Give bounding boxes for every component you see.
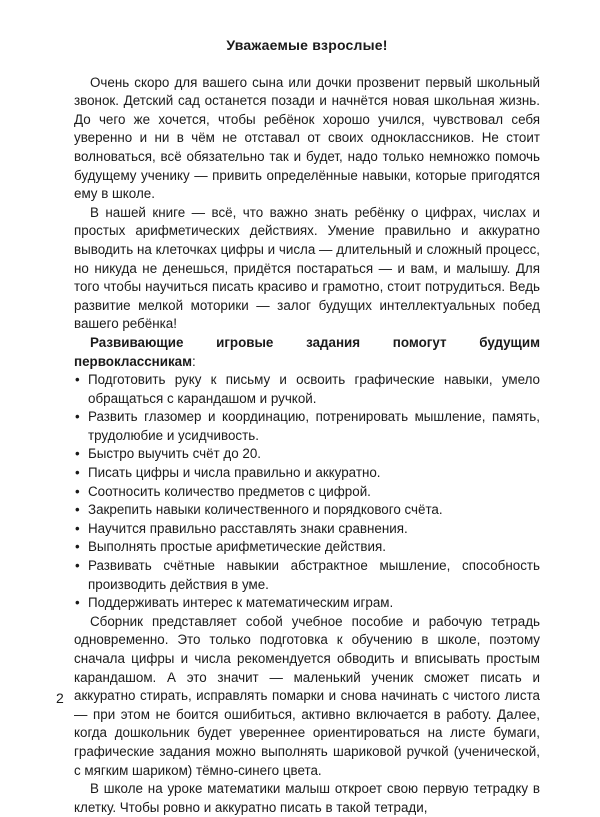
outro-paragraph: В школе на уроке математики малыш откроет свою первую тетрадку в клетку. Чтобы ровно и аккуратно писать в такой тетради, [74, 781, 540, 815]
bullets-lead [74, 334, 540, 371]
list-item-text: Развивать счётные навыкии абстрактное мышление, способность производить действия в уме. [88, 558, 540, 592]
list-item-text: Научится правильно расставлять знаки сравнения. [88, 520, 408, 536]
list-item [74, 408, 540, 445]
list-item-text: Писать цифры и числа правильно и аккуратно. [88, 465, 381, 481]
list-item [74, 464, 540, 483]
list-item-text: Подготовить руку к письму и освоить графические навыки, умело обращаться с карандашом и ручкой. [88, 372, 540, 406]
outro-paragraph: Сборник представляет собой учебное пособие и рабочую тетрадь одновременно. Это только подготовка к обучению в школе, поэтому сначала цифры и числа рекомендуется обводить и вписывать простым карандашом. А это значит — маленький ученик сможет писать и аккуратно стирать, исправлять помарки и снова начинать с чистого листа — при этом не боится ошибиться, активно включается в работу. Далее, когда дошкольник будет увереннее ориентироваться на листе бумаги, графические задания можно выполнять шариковой ручкой (ученической, с мягким шариком) тёмно-синего цвета. [74, 613, 540, 778]
list-item [74, 520, 540, 539]
intro-paragraph: В нашей книге — всё, что важно знать ребёнку о цифрах, числах и простых арифметических действиях. Умение правильно и аккуратно выводить на клеточках цифры и числа — длительный и сложный процесс, но никуда не денешься, придётся постараться — и вам, и малышу. Для того чтобы научиться писать красиво и грамотно, стоит потрудиться. Ведь развитие мелкой моторики — залог будущих интеллектуальных побед вашего ребёнка! [74, 204, 540, 332]
bullets-lead-bold: Развивающие игровые задания помогут будущим первоклассникам [74, 334, 540, 369]
page-number: 2 [56, 690, 64, 706]
bullet-icon: • [75, 558, 80, 574]
bullet-icon: • [75, 595, 80, 611]
list-item-text: Соотносить количество предметов с цифрой. [88, 483, 371, 499]
list-item [74, 594, 540, 613]
skills-list [74, 371, 540, 613]
bullets-lead-suffix: : [192, 353, 196, 369]
bullet-icon: • [75, 539, 80, 555]
page-title: Уважаемые взрослые! [226, 37, 388, 53]
bullet-icon: • [75, 465, 80, 481]
bullet-icon: • [75, 372, 80, 388]
list-item [74, 445, 540, 464]
list-item [74, 538, 540, 557]
list-item-text: Развить глазомер и координацию, потренировать мышление, память, трудолюбие и усидчивость. [88, 409, 540, 443]
bullet-icon: • [75, 483, 80, 499]
bullet-icon: • [75, 446, 80, 462]
list-item [74, 557, 540, 594]
page-content [74, 36, 540, 817]
bullet-icon: • [75, 520, 80, 536]
list-item-text: Быстро выучить счёт до 20. [88, 446, 261, 462]
bullet-icon: • [75, 409, 80, 425]
list-item-text: Выполнять простые арифметические действия. [88, 539, 386, 555]
list-item [74, 483, 540, 502]
list-item [74, 501, 540, 520]
list-item-text: Поддерживать интерес к математическим играм. [88, 595, 394, 611]
list-item-text: Закрепить навыки количественного и порядкового счёта. [88, 502, 443, 518]
list-item [74, 371, 540, 408]
bullet-icon: • [75, 502, 80, 518]
intro-paragraph: Очень скоро для вашего сына или дочки прозвенит первый школьный звонок. Детский сад останется позади и начнётся новая школьная жизнь. До чего же хочется, чтобы ребёнок хорошо учился, чувствовал себя уверенно и ни в чём не отставал от своих одноклассников. Не стоит волноваться, всё обязательно так и будет, надо только немножко помочь будущему ученику — привить определённые навыки, которые пригодятся ему в школе. [74, 74, 540, 202]
